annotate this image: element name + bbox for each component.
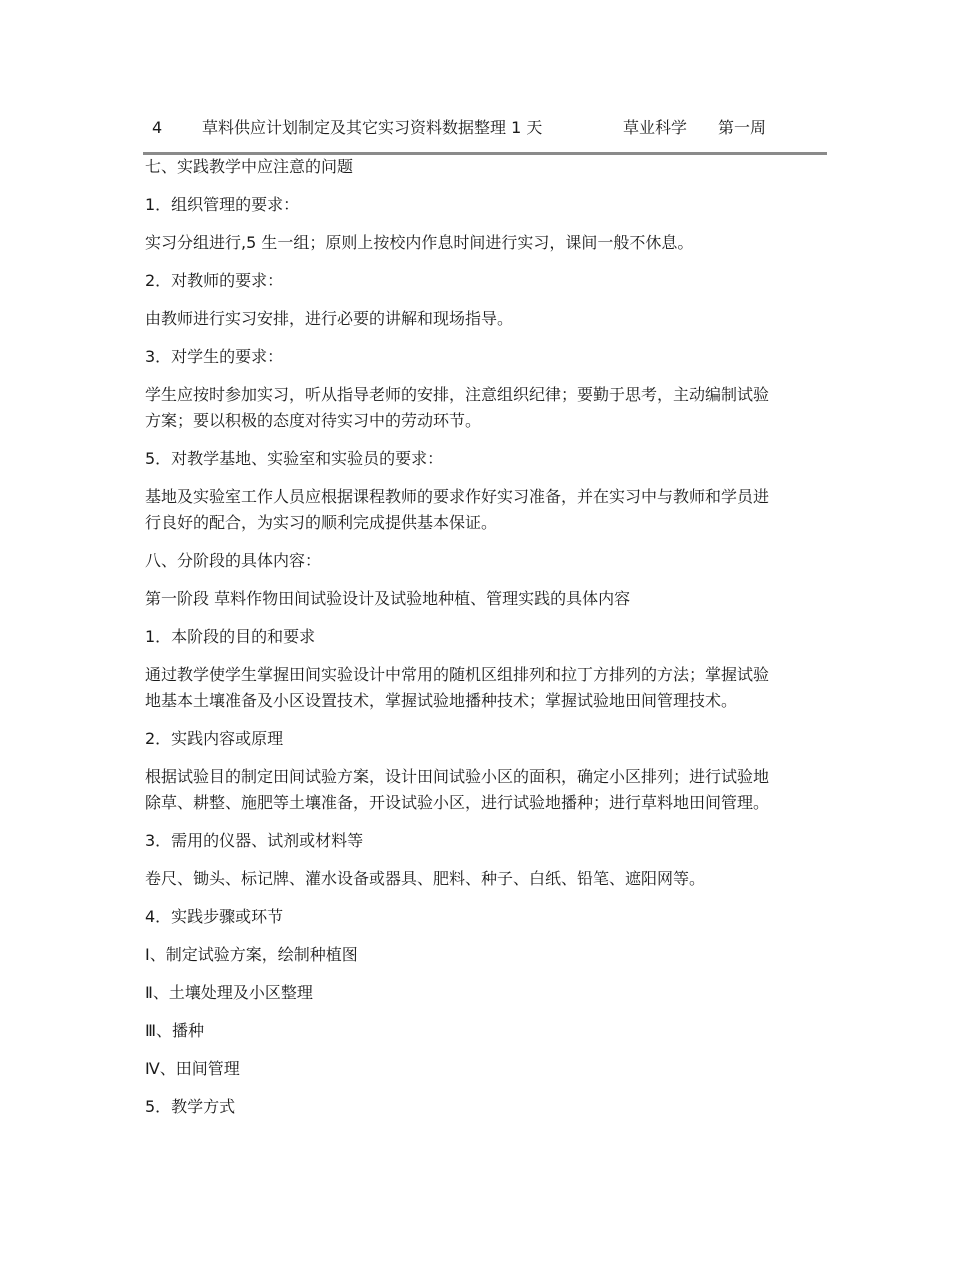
paragraph: 1．组织管理的要求：: [145, 195, 300, 214]
paragraph: 八、分阶段的具体内容：: [145, 551, 322, 570]
schedule-table-row: [145, 112, 827, 152]
paragraph-line: 根据试验目的制定田间试验方案，设计田间试验小区的面积，确定小区排列；进行试验地: [145, 767, 770, 786]
row-content: 草料供应计划制定及其它实习资料数据整理 1 天: [202, 118, 543, 137]
paragraph: 卷尺、锄头、标记牌、灌水设备或器具、肥料、种子、白纸、铅笔、遮阳网等。: [145, 869, 706, 888]
paragraph: 1．本阶段的目的和要求: [145, 627, 316, 646]
paragraph: 3．对学生的要求：: [145, 347, 284, 366]
paragraph: 2．实践内容或原理: [145, 729, 284, 748]
paragraph: Ⅱ、土壤处理及小区整理: [145, 983, 313, 1002]
paragraph: 5．教学方式: [145, 1097, 236, 1116]
paragraph-line: 方案；要以积极的态度对待实习中的劳动环节。: [145, 411, 482, 430]
paragraph: [145, 764, 845, 816]
paragraph-line: 通过教学使学生掌握田间实验设计中常用的随机区组排列和拉丁方排列的方法；掌握试验: [145, 665, 770, 684]
paragraph-line: 基地及实验室工作人员应根据课程教师的要求作好实习准备，并在实习中与教师和学员进: [145, 487, 770, 506]
paragraph-line: 行良好的配合，为实习的顺利完成提供基本保证。: [145, 513, 498, 532]
paragraph: [145, 662, 845, 714]
paragraph-line: 地基本土壤准备及小区设置技术，掌握试验地播种技术；掌握试验地田间管理技术。: [145, 691, 738, 710]
paragraph: 实习分组进行,5 生一组；原则上按校内作息时间进行实习，课间一般不休息。: [145, 233, 694, 252]
paragraph: [145, 484, 845, 536]
paragraph-line: 除草、耕整、施肥等土壤准备，开设试验小区，进行试验地播种；进行草料地田间管理。: [145, 793, 770, 812]
row-number: 4: [152, 118, 163, 137]
paragraph: Ⅳ、田间管理: [145, 1059, 240, 1078]
document-body: [145, 154, 845, 1132]
paragraph: 4．实践步骤或环节: [145, 907, 284, 926]
paragraph: 5．对教学基地、实验室和实验员的要求：: [145, 449, 444, 468]
paragraph: 第一阶段 草料作物田间试验设计及试验地种植、管理实践的具体内容: [145, 589, 631, 608]
paragraph: Ⅰ、制定试验方案，绘制种植图: [145, 945, 358, 964]
paragraph: 2．对教师的要求：: [145, 271, 284, 290]
paragraph: 七、实践教学中应注意的问题: [145, 157, 354, 176]
paragraph-line: 学生应按时参加实习，听从指导老师的安排，注意组织纪律；要勤于思考，主动编制试验: [145, 385, 770, 404]
paragraph: 由教师进行实习安排，进行必要的讲解和现场指导。: [145, 309, 514, 328]
paragraph: [145, 382, 845, 434]
paragraph: Ⅲ、播种: [145, 1021, 205, 1040]
row-major: 草业科学: [623, 118, 688, 137]
paragraph: 3．需用的仪器、试剂或材料等: [145, 831, 364, 850]
row-week: 第一周: [718, 118, 767, 137]
